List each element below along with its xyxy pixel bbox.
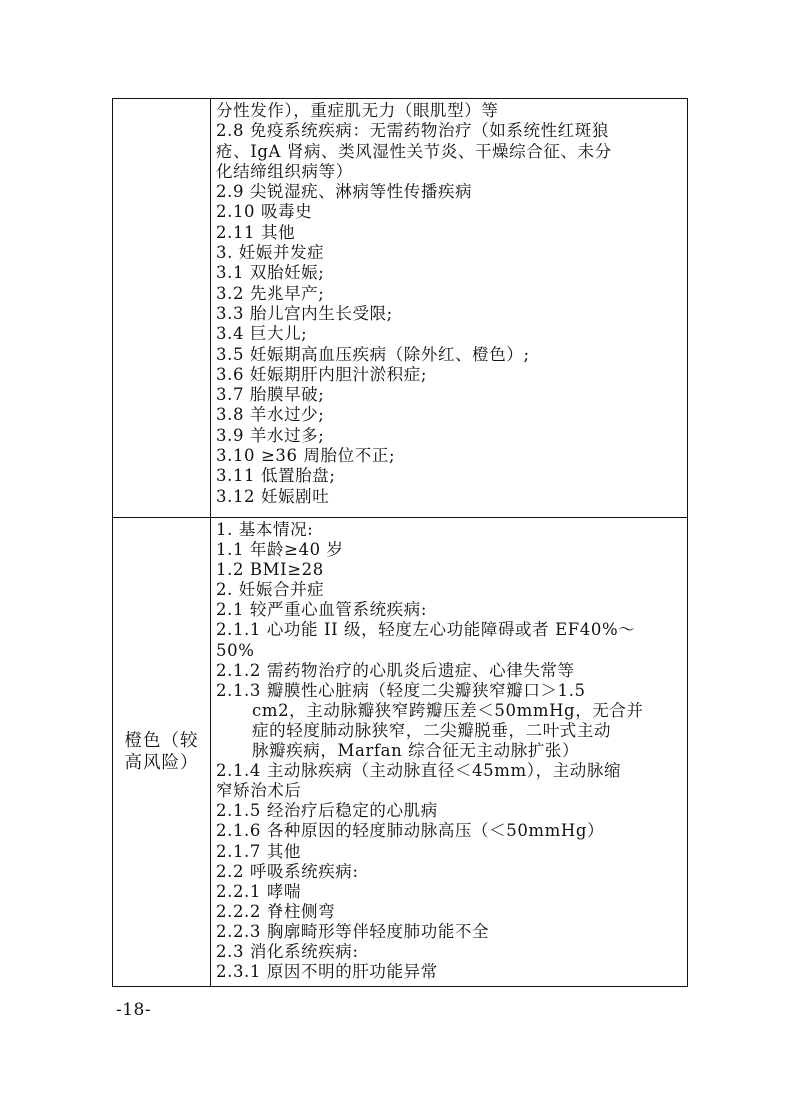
list-item: 脉瓣疾病，Marfan 综合征无主动脉扩张） [252, 741, 580, 761]
list-item: 化结缔组织病等） [216, 161, 353, 181]
list-item: 2.8 免疫系统疾病：无需药物治疗（如系统性红斑狼 [216, 121, 609, 141]
category-label: 橙色（较高风险） [124, 731, 199, 773]
list-item: 2.2.2 脊柱侧弯 [216, 901, 336, 921]
list-item: 2.1.7 其他 [216, 841, 302, 861]
list-item: 3.9 羊水过多; [216, 425, 325, 445]
list-item: 2.2 呼吸系统疾病: [216, 861, 359, 881]
items-cell [211, 99, 688, 518]
list-item: 2.1.1 心功能 II 级，轻度左心功能障碍或者 EF40%～ [216, 620, 636, 640]
list-item: 疮、IgA 肾病、类风湿性关节炎、干燥综合征、未分 [216, 141, 612, 161]
items-list [211, 99, 687, 507]
list-item: 2.2.3 胸廓畸形等伴轻度肺功能不全 [216, 921, 490, 941]
list-item: 1.2 BMI≥28 [216, 560, 324, 580]
list-item: 3.10 ≥36 周胎位不正; [216, 446, 396, 466]
table-row [113, 518, 688, 987]
list-item: 2.11 其他 [216, 222, 296, 242]
list-item: 3.1 双胎妊娠; [216, 263, 325, 283]
list-item: 50% [216, 640, 255, 660]
list-item: 3.12 妊娠剧吐 [216, 486, 330, 506]
list-item: 3.2 先兆早产; [216, 283, 325, 303]
list-item: 3.4 巨大儿; [216, 324, 308, 344]
items-cell [211, 518, 688, 987]
list-item: 2.1.6 各种原因的轻度肺动脉高压（＜50mmHg） [216, 821, 605, 841]
list-item: 2.10 吸毒史 [216, 202, 313, 222]
list-item: 窄矫治术后 [216, 781, 302, 801]
risk-classification-table [112, 98, 688, 987]
list-item: 1. 基本情况: [216, 520, 314, 539]
list-item: 2.9 尖锐湿疣、淋病等性传播疾病 [216, 182, 473, 202]
list-item: 症的轻度肺动脉狭窄，二尖瓣脱垂，二叶式主动 [252, 720, 612, 740]
list-item: cm2，主动脉瓣狭窄跨瓣压差＜50mmHg，无合并 [252, 700, 644, 720]
list-item: 2.1.4 主动脉疾病（主动脉直径＜45mm），主动脉缩 [216, 761, 622, 781]
category-cell [113, 518, 211, 987]
list-item: 3.5 妊娠期高血压疾病（除外红、橙色）; [216, 344, 530, 364]
list-item: 3.7 胎膜早破; [216, 385, 325, 405]
list-item: 2.1 较严重心血管系统疾病: [216, 600, 428, 620]
list-item: 2. 妊娠合并症 [216, 580, 325, 600]
list-item: 2.2.1 哮喘 [216, 881, 302, 901]
category-cell [113, 99, 211, 518]
list-item: 3.6 妊娠期肝内胆汁淤积症; [216, 364, 428, 384]
list-item: 2.1.5 经治疗后稳定的心肌病 [216, 801, 438, 821]
list-item: 2.3 消化系统疾病: [216, 941, 359, 961]
list-item: 分性发作），重症肌无力（眼肌型）等 [216, 101, 499, 120]
items-list [211, 518, 687, 982]
page-number: -18- [116, 1000, 152, 1020]
list-item: 2.1.3 瓣膜性心脏病（轻度二尖瓣狭窄瓣口＞1.5 [216, 680, 586, 700]
list-item: 2.1.2 需药物治疗的心肌炎后遗症、心律失常等 [216, 660, 575, 680]
list-item: 3.8 羊水过少; [216, 405, 325, 425]
list-item: 2.3.1 原因不明的肝功能异常 [216, 962, 438, 982]
list-item: 3.11 低置胎盘; [216, 466, 336, 486]
table-row [113, 99, 688, 518]
list-item: 1.1 年龄≥40 岁 [216, 540, 344, 560]
list-item: 3.3 胎儿宫内生长受限; [216, 303, 393, 323]
list-item: 3. 妊娠并发症 [216, 243, 325, 263]
